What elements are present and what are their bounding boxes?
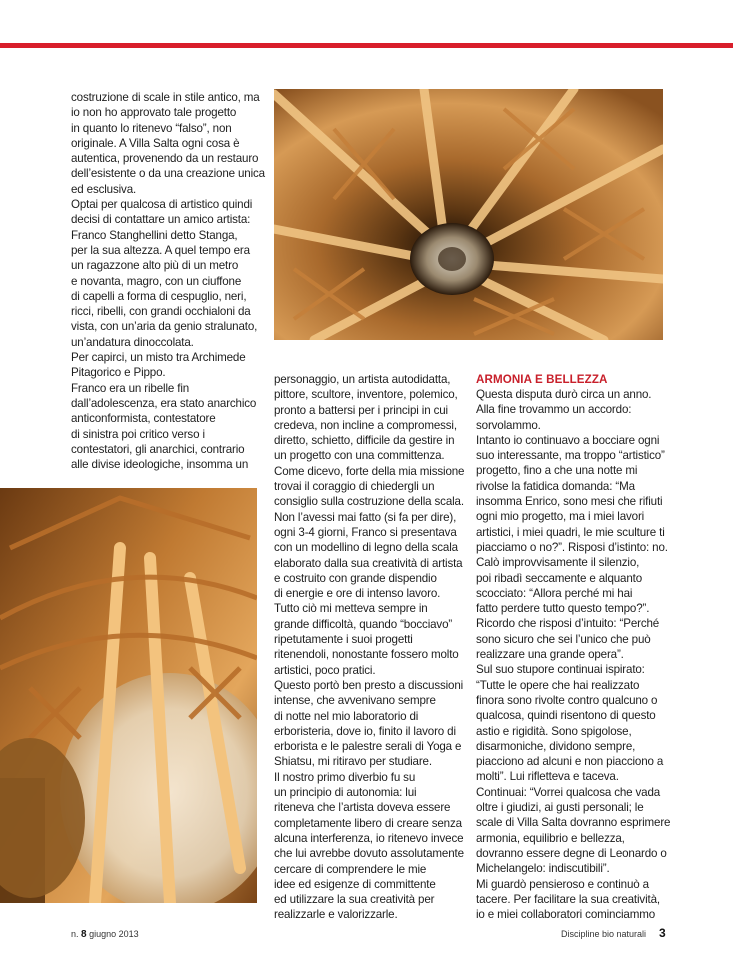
text-line: disarmoniche, dividono sempre,: [476, 739, 636, 753]
text-line: Shiatsu, mi ritiravo per studiare.: [274, 755, 432, 769]
text-line: credeva, non incline a compromessi,: [274, 418, 457, 432]
text-line: completamente libero di creare senza: [274, 816, 462, 830]
text-line: e novanta, magro, con un ciuffone: [71, 274, 242, 288]
text-line: ritenendoli, nonostante fossero molto: [274, 648, 459, 662]
text-line: diretto, schietto, difficile da gestire in: [274, 434, 455, 448]
text-line: un’andatura dinoccolata.: [71, 335, 194, 349]
text-line: sono sicuro che sei l’unico che può: [476, 632, 651, 646]
text-line: armonia, equilibrio e bellezza,: [476, 831, 625, 845]
text-line: in quanto lo ritenevo “falso”, non: [71, 121, 232, 135]
text-line: Non l’avessi mai fatto (si fa per dire),: [274, 510, 457, 524]
text-line: un progetto con una committenza.: [274, 449, 445, 463]
issue-prefix: n.: [71, 929, 79, 939]
text-line: di sinistra poi critico verso i: [71, 427, 205, 441]
text-line: Franco Stanghellini detto Stanga,: [71, 228, 238, 242]
text-line: di capelli a forma di cespuglio, neri,: [71, 289, 247, 303]
text-line: di notte nel mio laboratorio di: [274, 709, 419, 723]
footer-issue: [71, 929, 139, 940]
text-line: Optai per qualcosa di artistico quindi: [71, 198, 253, 212]
text-line: erborista e le palestre serali di Yoga e: [274, 740, 462, 754]
text-line: sorvolammo.: [476, 418, 541, 432]
text-line: dovranno essere degne di Leonardo o: [476, 846, 667, 860]
column-1-text: [71, 90, 265, 472]
text-line: Alla fine trovammo un accordo:: [476, 403, 632, 417]
section-heading: ARMONIA E BELLEZZA: [476, 373, 608, 386]
text-line: idee ed esigenze di committente: [274, 877, 436, 891]
text-line: vista, con un’aria da genio stralunato,: [71, 320, 258, 334]
text-line: realizzarle e valorizzarle.: [274, 908, 398, 922]
text-line: per la sua altezza. A quel tempo era: [71, 243, 250, 257]
text-line: tacere. Per facilitare la sua creatività,: [476, 892, 660, 906]
text-line: alcuna interferenza, io ritenevo invece: [274, 831, 464, 845]
text-line: piacciamo o no?”. Risposi d’istinto: no.: [476, 540, 668, 554]
text-line: realizzare una grande opera”.: [476, 648, 624, 662]
text-line: Per capirci, un misto tra Archimede: [71, 351, 246, 365]
text-line: ed esclusiva.: [71, 182, 137, 196]
text-line: rivolse la fatidica domanda: “Ma: [476, 479, 635, 493]
footer-magazine: Discipline bio naturali: [561, 929, 647, 939]
text-line: Questa disputa durò circa un anno.: [476, 388, 652, 401]
text-line: Calò improvvisamente il silenzio,: [476, 556, 640, 570]
text-line: decisi di contattare un amico artista:: [71, 213, 251, 227]
text-line: ed utilizzare la sua creatività per: [274, 893, 435, 907]
text-line: Mi guardò pensieroso e continuò a: [476, 877, 649, 891]
text-line: che lui avrebbe dovuto assolutamente: [274, 847, 464, 861]
text-line: poi ribadì seccamente e alquanto: [476, 571, 642, 585]
text-line: anticonformista, contestatore: [71, 412, 216, 426]
text-line: progetto, fino a che una notte mi: [476, 464, 638, 478]
staircase-interior-photo: [0, 488, 257, 903]
text-line: ripetutamente i suoi progetti: [274, 633, 413, 647]
issue-number: 8: [81, 929, 87, 940]
text-line: ricci, ribelli, con grandi occhialoni da: [71, 305, 251, 319]
text-line: alle divise ideologiche, insomma un: [71, 458, 249, 472]
text-line: artistici, poco pratici.: [274, 663, 376, 677]
text-line: contestatori, gli anarchici, contrario: [71, 442, 245, 456]
text-line: scale di Villa Salta dovranno esprimere: [476, 816, 671, 830]
text-line: dall’adolescenza, era stato anarchico: [71, 396, 257, 410]
text-line: Come dicevo, forte della mia missione: [274, 464, 465, 478]
text-line: fatto perdere tutto questo tempo?”.: [476, 602, 650, 616]
text-line: erboristeria, dove io, finito il lavoro di: [274, 724, 456, 738]
staircase-top-photo: [274, 89, 663, 340]
text-line: pronto a battersi per i principi in cui: [274, 403, 448, 417]
text-line: io e miei collaboratori cominciammo: [476, 908, 656, 922]
text-line: di energie e ore di intenso lavoro.: [274, 587, 441, 601]
text-line: piacciono ad alcuni e non piacciono a: [476, 755, 664, 769]
text-line: autentica, provenendo da un restauro: [71, 152, 259, 166]
text-line: Intanto io continuavo a bocciare ogni: [476, 433, 660, 447]
text-line: con un modellino di legno della scala: [274, 541, 458, 555]
text-line: Sul suo stupore continuai ispirato:: [476, 663, 645, 677]
page-number: 3: [659, 926, 666, 940]
top-red-rule: [0, 43, 733, 48]
text-line: insomma Enrico, sono mesi che rifiuti: [476, 495, 663, 509]
text-line: trovai il coraggio di chiedergli un: [274, 480, 435, 494]
text-line: suo interessante, ma troppo “artistico”: [476, 449, 665, 463]
text-line: molti”. Lui rifletteva e taceva.: [476, 770, 619, 784]
text-line: riteneva che l’artista doveva essere: [274, 801, 451, 815]
text-line: qualcosa, quindi risentono di questo: [476, 709, 656, 723]
text-line: personaggio, un artista autodidatta,: [274, 373, 451, 386]
text-line: finora sono rivolte contro qualcuno o: [476, 693, 658, 707]
text-line: Questo portò ben presto a discussioni: [274, 678, 464, 692]
text-line: pittore, scultore, inventore, polemico,: [274, 388, 458, 402]
text-line: Continuai: “Vorrei qualcosa che vada: [476, 785, 661, 799]
text-line: cercare di comprendere le mie: [274, 862, 427, 876]
text-line: scocciato: “Allora perché mi hai: [476, 586, 633, 600]
text-line: un principio di autonomia: lui: [274, 786, 417, 800]
issue-date: giugno 2013: [89, 929, 139, 939]
text-line: intense, che avvenivano sempre: [274, 694, 436, 708]
text-line: grande difficoltà, quando “bocciavo”: [274, 617, 453, 631]
text-line: Tutto ciò mi metteva sempre in: [274, 602, 428, 616]
column-2-text: [274, 372, 469, 923]
text-line: un ragazzone alto più di un metro: [71, 259, 239, 273]
text-line: e costruito con grande dispendio: [274, 571, 437, 585]
text-line: Pitagorico e Pippo.: [71, 366, 166, 380]
text-line: Franco era un ribelle fin: [71, 381, 190, 395]
text-line: elaborato dalla sua creatività di artista: [274, 556, 463, 570]
text-line: astio e rigidità. Sono spigolose,: [476, 724, 632, 738]
text-line: io non ho approvato tale progetto: [71, 106, 237, 120]
text-line: artistici, i miei quadri, le mie sculture ti: [476, 525, 665, 539]
text-line: Michelangelo: indiscutibili”.: [476, 862, 610, 876]
text-line: costruzione di scale in stile antico, ma: [71, 91, 260, 104]
text-line: originale. A Villa Salta ogni cosa è: [71, 136, 240, 150]
text-line: consiglio sulla costruzione della scala.: [274, 495, 464, 509]
text-line: Il nostro primo diverbio fu su: [274, 770, 416, 784]
text-line: Ricordo che risposi d’intuito: “Perché: [476, 617, 660, 631]
text-line: ogni mio progetto, ma i miei lavori: [476, 510, 645, 524]
text-line: dell’esistente o da una creazione unica: [71, 167, 265, 181]
column-3-text: [476, 387, 671, 922]
text-line: “Tutte le opere che hai realizzato: [476, 678, 640, 692]
text-line: oltre i giudizi, ai gusti personali; le: [476, 801, 644, 815]
text-line: ogni 3-4 giorni, Franco si presentava: [274, 525, 457, 539]
